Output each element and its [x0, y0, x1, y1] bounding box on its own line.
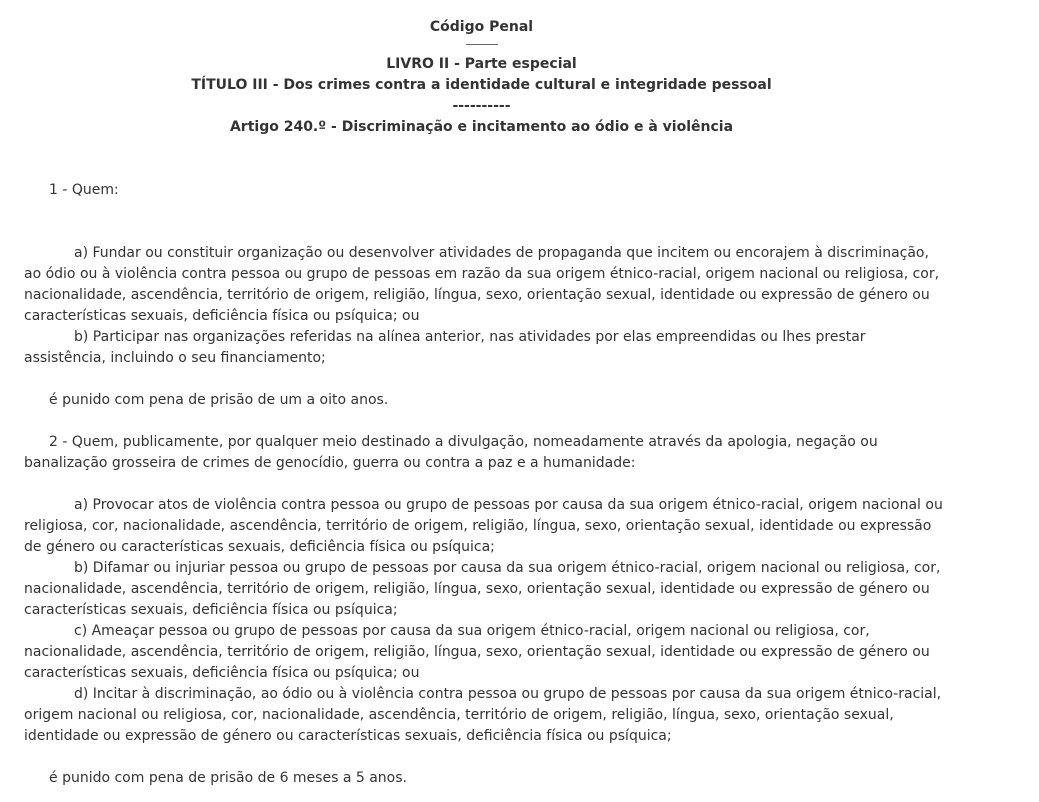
- section-2-item-a: a) Provocar atos de violência contra pessoa ou grupo de pessoas por causa da sua origem étnico-racial, origem nacional ou religiosa, cor, nacionalidade, ascendência, território de origem, religião, língua, sexo, orientação sexual, identidade ou expressão de género ou características sexuais, deficiência física ou psíquica;: [24, 497, 943, 555]
- title-heading: TÍTULO III - Dos crimes contra a identidade cultural e integridade pessoal: [191, 77, 772, 93]
- heading-separator: ----------: [452, 98, 511, 114]
- section-1-intro: 1 - Quem:: [49, 182, 119, 198]
- section-1-penalty: é punido com pena de prisão de um a oito anos.: [49, 392, 389, 408]
- article-body: [24, 180, 944, 789]
- section-2-intro: 2 - Quem, publicamente, por qualquer meio destinado a divulgação, nomeadamente através da apologia, negação ou banalização grosseira de crimes de genocídio, guerra ou contra a paz e a humanidade:: [24, 434, 878, 471]
- section-2-item-c: c) Ameaçar pessoa ou grupo de pessoas por causa da sua origem étnico-racial, origem nacional ou religiosa, cor, nacionalidade, ascendência, território de origem, religião, língua, sexo, orientação sexual, identidade ou expressão de género ou características sexuais, deficiência física ou psíquica; ou: [24, 623, 930, 681]
- section-1-item-b: b) Participar nas organizações referidas na alínea anterior, nas atividades por elas empreendidas ou lhes prestar assistência, incluindo o seu financiamento;: [24, 329, 866, 366]
- section-2-penalty: é punido com pena de prisão de 6 meses a 5 anos.: [49, 770, 407, 786]
- section-2-item-b: b) Difamar ou injuriar pessoa ou grupo de pessoas por causa da sua origem étnico-racial, origem nacional ou religiosa, cor, nacionalidade, ascendência, território de origem, religião, língua, sexo, orientação sexual, identidade ou expressão de género ou características sexuais, deficiência física ou psíquica;: [24, 560, 941, 618]
- book-heading: LIVRO II - Parte especial: [386, 56, 577, 72]
- section-1-item-a: a) Fundar ou constituir organização ou desenvolver atividades de propaganda que incitem ou encorajem à discriminação, ao ódio ou à violência contra pessoa ou grupo de pessoas em razão da sua origem étnico-racial, origem nacional ou religiosa, cor, nacionalidade, ascendência, território de origem, religião, língua, sexo, orientação sexual, identidade ou expressão de género ou características sexuais, deficiência física ou psíquica; ou: [24, 245, 940, 324]
- code-title: Código Penal: [429, 19, 534, 35]
- title-divider: [466, 44, 498, 45]
- article-heading: Artigo 240.º - Discriminação e incitamento ao ódio e à violência: [229, 119, 734, 135]
- section-2-item-d: d) Incitar à discriminação, ao ódio ou à violência contra pessoa ou grupo de pessoas por causa da sua origem étnico-racial, origem nacional ou religiosa, cor, nacionalidade, ascendência, território de origem, religião, língua, sexo, orientação sexual, identidade ou expressão de género ou características sexuais, deficiência física ou psíquica;: [24, 686, 942, 744]
